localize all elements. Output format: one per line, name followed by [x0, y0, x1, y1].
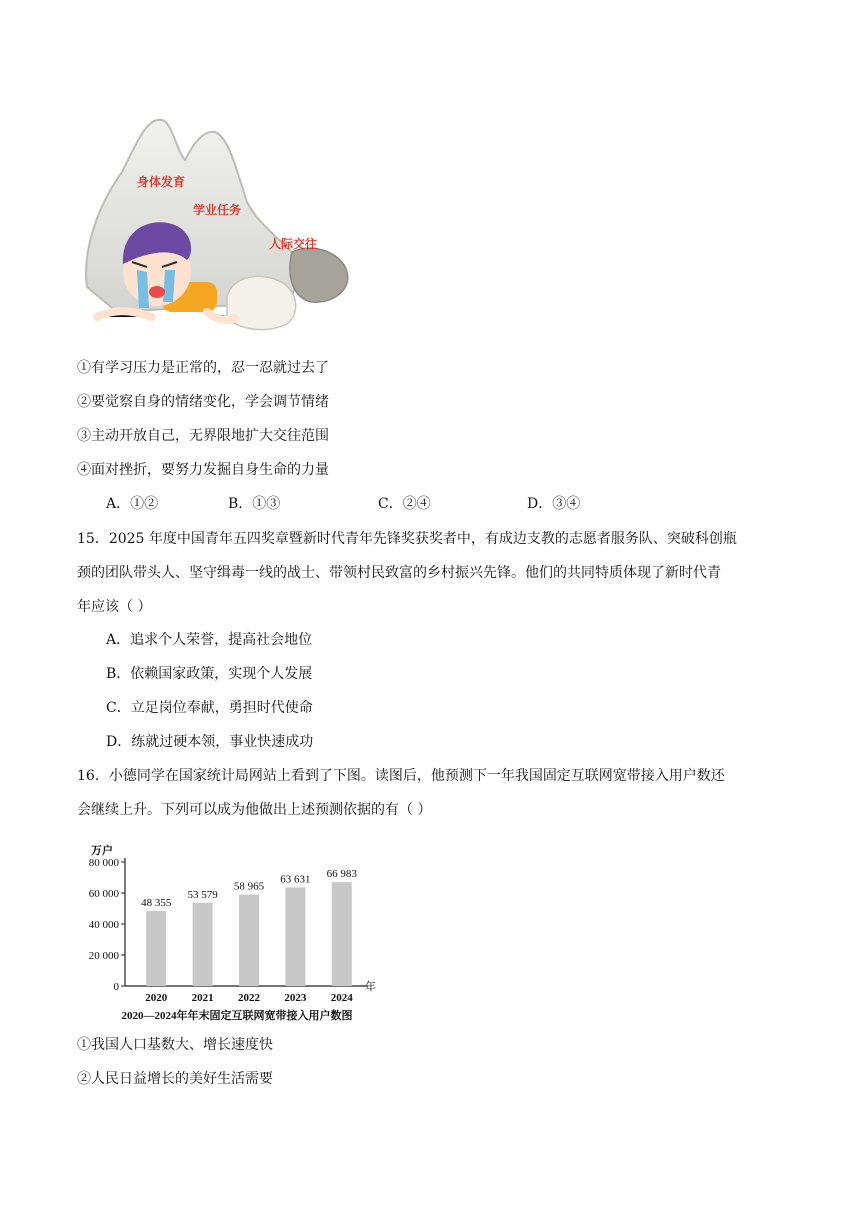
q15-option-a[interactable]: A．追求个人荣誉，提高社会地位 [106, 632, 313, 648]
bar-2024 [332, 882, 352, 986]
q14-statement: ③主动开放自己，无界限地扩大交往范围 [77, 428, 329, 444]
q15-stem: 年应该（ ） [77, 599, 152, 615]
x-tick-label: 2020 [145, 992, 168, 1004]
x-tick-label: 2021 [191, 992, 214, 1004]
x-axis-label: 年 [365, 981, 376, 993]
y-tick-label: 80 000 [88, 857, 119, 869]
y-tick-label: 60 000 [88, 888, 119, 900]
bar-2023 [285, 887, 305, 986]
y-tick-label: 40 000 [88, 919, 119, 931]
x-tick-label: 2024 [330, 992, 353, 1004]
q16-stem: 会继续上升。下列可以成为他做出上述预测依据的有（ ） [77, 802, 432, 818]
chart-title: 2020—2024年年末固定互联网宽带接入用户数图 [121, 1010, 353, 1022]
mountain-label-study: 学业任务 [193, 203, 242, 217]
q15-option-c[interactable]: C．立足岗位奉献，勇担时代使命 [106, 700, 313, 716]
mountain-label-body: 身体发育 [137, 175, 186, 189]
q14-statement: ①有学习压力是正常的，忍一忍就过去了 [77, 360, 329, 376]
stress-mountain-illustration [77, 112, 357, 334]
q14-option-d[interactable]: D．③④ [527, 496, 581, 512]
q15-stem: 15．2025 年度中国青年五四奖章暨新时代青年先锋奖获奖者中，有成边支教的志愿者服务队、突破科创瓶 [77, 531, 737, 547]
data-label: 66 983 [326, 868, 357, 881]
q14-option-b[interactable]: B．①③ [228, 496, 281, 512]
data-label: 53 579 [187, 888, 218, 901]
x-tick-label: 2022 [238, 992, 260, 1004]
q15-option-b[interactable]: B．依赖国家政策，实现个人发展 [106, 666, 313, 682]
y-tick-label: 20 000 [88, 950, 119, 962]
bar-2021 [193, 903, 213, 986]
q15-stem: 颈的团队带头人、坚守缉毒一线的战士、带领村民致富的乡村振兴先锋。他们的共同特质体现了新时代青 [77, 565, 721, 581]
y-axis-label: 万户 [91, 845, 113, 857]
x-tick-label: 2023 [284, 992, 307, 1004]
q14-statement: ②要觉察自身的情绪变化，学会调节情绪 [77, 394, 329, 410]
bar-2020 [146, 911, 166, 986]
boulder-right [290, 248, 348, 302]
q14-option-a[interactable]: A．①② [106, 496, 159, 512]
data-label: 48 355 [141, 897, 172, 910]
q14-option-c[interactable]: C．②④ [378, 496, 431, 512]
data-label: 63 631 [280, 873, 311, 886]
mountain-label-social: 人际交往 [269, 237, 318, 251]
q15-option-d[interactable]: D．练就过硬本领，事业快速成功 [106, 734, 314, 750]
bar-2022 [239, 895, 259, 986]
y-tick-label: 0 [113, 981, 119, 993]
broadband-users-bar-chart [77, 838, 397, 1023]
q16-statement: ②人民日益增长的美好生活需要 [77, 1071, 273, 1087]
data-label: 58 965 [233, 880, 265, 893]
q14-statement: ④面对挫折，要努力发掘自身生命的力量 [77, 462, 329, 478]
boulder-front [227, 276, 296, 329]
q16-statement: ①我国人口基数大、增长速度快 [77, 1037, 273, 1053]
q16-stem: 16．小德同学在国家统计局网站上看到了下图。读图后，他预测下一年我国固定互联网宽带接入用户数还 [77, 768, 725, 784]
